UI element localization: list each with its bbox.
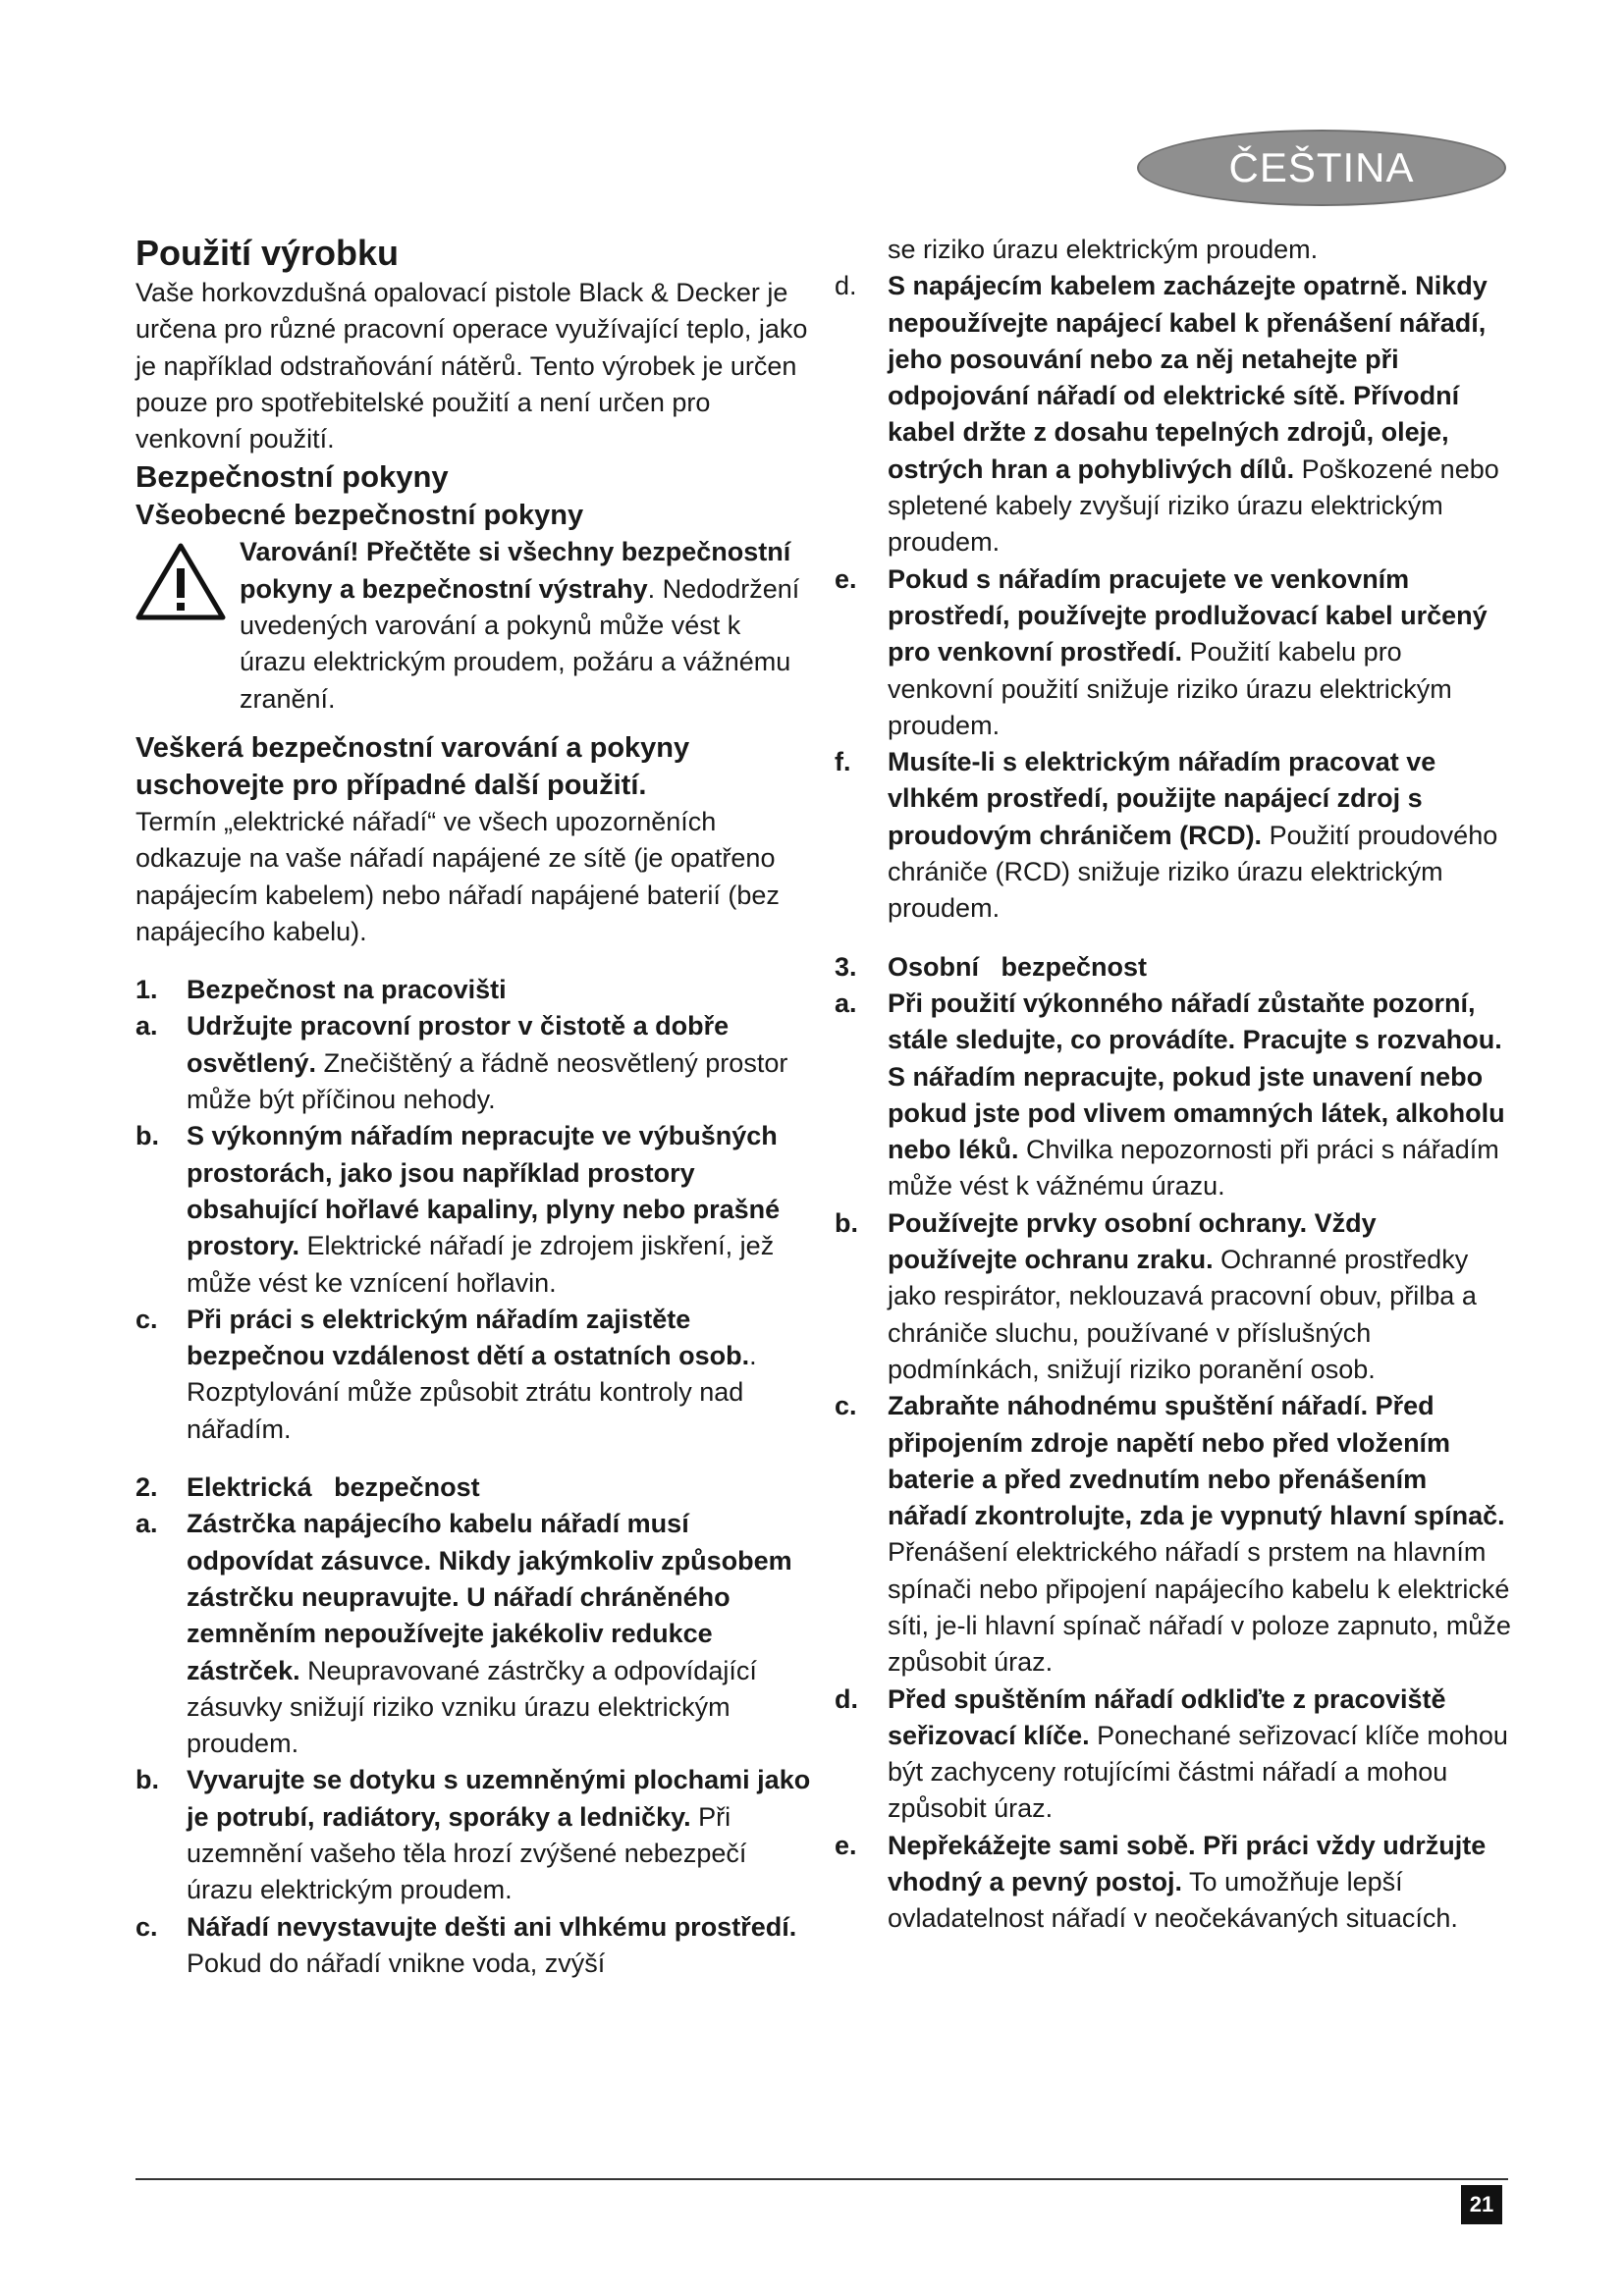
language-label: ČEŠTINA xyxy=(1228,144,1415,190)
list-item: a. Při použití výkonného nářadí zůstaňte pozorní, stále sledujte, co provádíte. Pracujte s rozvahou. S nářadím nepracujte, pokud jste unavení nebo pokud jste pod vlivem omamných látek, alkoholu nebo léků. Chvilka nepozornosti při práci s nářadím může vést k vážnému úrazu. xyxy=(835,988,1505,1201)
list-item: b. Používejte prvky osobní ochrany. Vždy používejte ochranu zraku. Ochranné prostředky jako respirátor, neklouzavá pracovní obuv, přilba a chrániče sluchu, používané v příslušných podmínkách, snižují riziko poranění osob. xyxy=(835,1207,1477,1384)
list-item: b. S výkonným nářadím nepracujte ve výbušných prostorách, jako jsou například prostory obsahující hořlavé kapaliny, plyny nebo prašné prostory. Elektrické nářadí je zdrojem jiskření, jež může vést ke vznícení hořlavin. xyxy=(135,1121,781,1298)
keep-instructions-title: Veškerá bezpečnostní varování a pokyny uschovejte pro případné další použití. xyxy=(135,731,690,801)
list-item: d. S napájecím kabelem zacházejte opatrně. Nikdy nepoužívejte napájecí kabel k přenášení nářadí, jeho posouvání nebo za něj netahejte při odpojování nářadí od elektrické sítě. Přívodní kabel držte z dosahu tepelných zdrojů, oleje, ostrých hran a pohyblivých dílů. Poškozené nebo spletené kabely zvyšují riziko úrazu elektrickým proudem. xyxy=(835,271,1499,558)
list-item: c. Při práci s elektrickým nářadím zajistěte bezpečnou vzdálenost dětí a ostatních osob.. Rozptylování může způsobit ztrátu kontroly nad nářadím. xyxy=(135,1304,757,1444)
list-item: d. Před spuštěním nářadí odkliďte z pracoviště seřizovací klíče. Ponechané seřizovací klíče mohou být zachyceny rotujícími částmi nářadí a mohou způsobit úraz. xyxy=(835,1683,1508,1824)
list-item: c. Nářadí nevystavujte dešti ani vlhkému prostředí. Pokud do nářadí vnikne voda, zvýší xyxy=(135,1911,797,1978)
warning-text xyxy=(240,534,813,717)
left-column xyxy=(135,232,813,1982)
list-item: a. Udržujte pracovní prostor v čistotě a dobře osvětlený. Znečištěný a řádně neosvětlený prostor může být příčinou nehody. xyxy=(135,1011,788,1115)
footer-rule xyxy=(135,2178,1508,2180)
list-item: c. Zabraňte náhodnému spuštění nářadí. Před připojením zdroje napětí nebo před vložením baterie a před zvednutím nebo přenášením nářadí zkontrolujte, zda je vypnutý hlavní spínač. Přenášení elektrického nářadí s prstem na hlavním spínači nebo připojení napájecího kabelu k elektrické síti, je-li hlavní spínač nářadí v poloze zapnuto, může způsobit úraz. xyxy=(835,1391,1511,1678)
section-2-heading: 2. Elektrická bezpečnost xyxy=(135,1469,813,1506)
section-1-heading: 1. Bezpečnost na pracovišti xyxy=(135,972,813,1008)
list-item: b. Vyvarujte se dotyku s uzemněnými plochami jako je potrubí, radiátory, sporáky a ledničky. Při uzemnění vašeho těla hrozí zvýšené nebezpečí úrazu elektrickým proudem. xyxy=(135,1765,811,1905)
section-1-title: Bezpečnost na pracovišti xyxy=(187,975,507,1005)
product-use-text: Vaše horkovzdušná opalovací pistole Black & Decker je určena pro různé pracovní operace využívající teplo, jako je například odstraňování nátěrů. Tento výrobek je určen pouze pro spotřebitelské použití a není určen pro venkovní použití. xyxy=(135,278,808,454)
section-3-heading: 3. Osobní bezpečnost xyxy=(835,949,1512,986)
section-3-title: Osobní bezpečnost xyxy=(888,951,1148,982)
page-number: 21 xyxy=(1461,2185,1502,2224)
general-safety-title: Všeobecné bezpečnostní pokyny xyxy=(135,500,584,532)
warning-triangle-icon xyxy=(135,534,240,717)
warning-block xyxy=(135,534,813,717)
list-item: e. Pokud s nářadím pracujete ve venkovním prostředí, používejte prodlužovací kabel určený pro venkovní prostředí. Použití kabelu pro venkovní použití snižuje riziko úrazu elektrickým proudem. xyxy=(835,563,1488,740)
list-item: a. Zástrčka napájecího kabelu nářadí musí odpovídat zásuvce. Nikdy jakýmkoliv způsobem zástrčku neupravujte. U nářadí chráněného zemněním nepoužívejte jakékoliv redukce zástrček. Neupravované zástrčky a odpovídající zásuvky snižují riziko vzniku úrazu elektrickým proudem. xyxy=(135,1509,792,1759)
product-use-title: Použití výrobku xyxy=(135,233,400,273)
right-column xyxy=(835,232,1512,1938)
language-badge xyxy=(1137,130,1506,206)
section-2-title: Elektrická bezpečnost xyxy=(187,1472,480,1503)
list-item-continuation: se riziko úrazu elektrickým proudem. xyxy=(888,235,1319,264)
warning-rest: . Nedodržení uvedených varování a pokynů může vést k úrazu elektrickým proudem, požáru a vážnému zranění. xyxy=(240,573,800,714)
warning-bold: Varování! Přečtěte si všechny bezpečnostní pokyny a bezpečnostní výstrahy xyxy=(240,537,791,604)
safety-title: Bezpečnostní pokyny xyxy=(135,459,449,495)
term-definition: Termín „elektrické nářadí“ ve všech upozorněních odkazuje na vaše nářadí napájené ze sítě (je opatřeno napájecím kabelem) nebo nářadí napájené baterií (bez napájecího kabelu). xyxy=(135,806,780,946)
list-item: e. Nepřekážejte sami sobě. Při práci vždy udržujte vhodný a pevný postoj. To umožňuje lepší ovladatelnost nářadí v neočekávaných situacích. xyxy=(835,1830,1487,1934)
list-item: f. Musíte-li s elektrickým nářadím pracovat ve vlhkém prostředí, použijte napájecí zdroj s proudovým chráničem (RCD). Použití proudového chrániče (RCD) snižuje riziko úrazu elektrickým proudem. xyxy=(835,747,1498,924)
